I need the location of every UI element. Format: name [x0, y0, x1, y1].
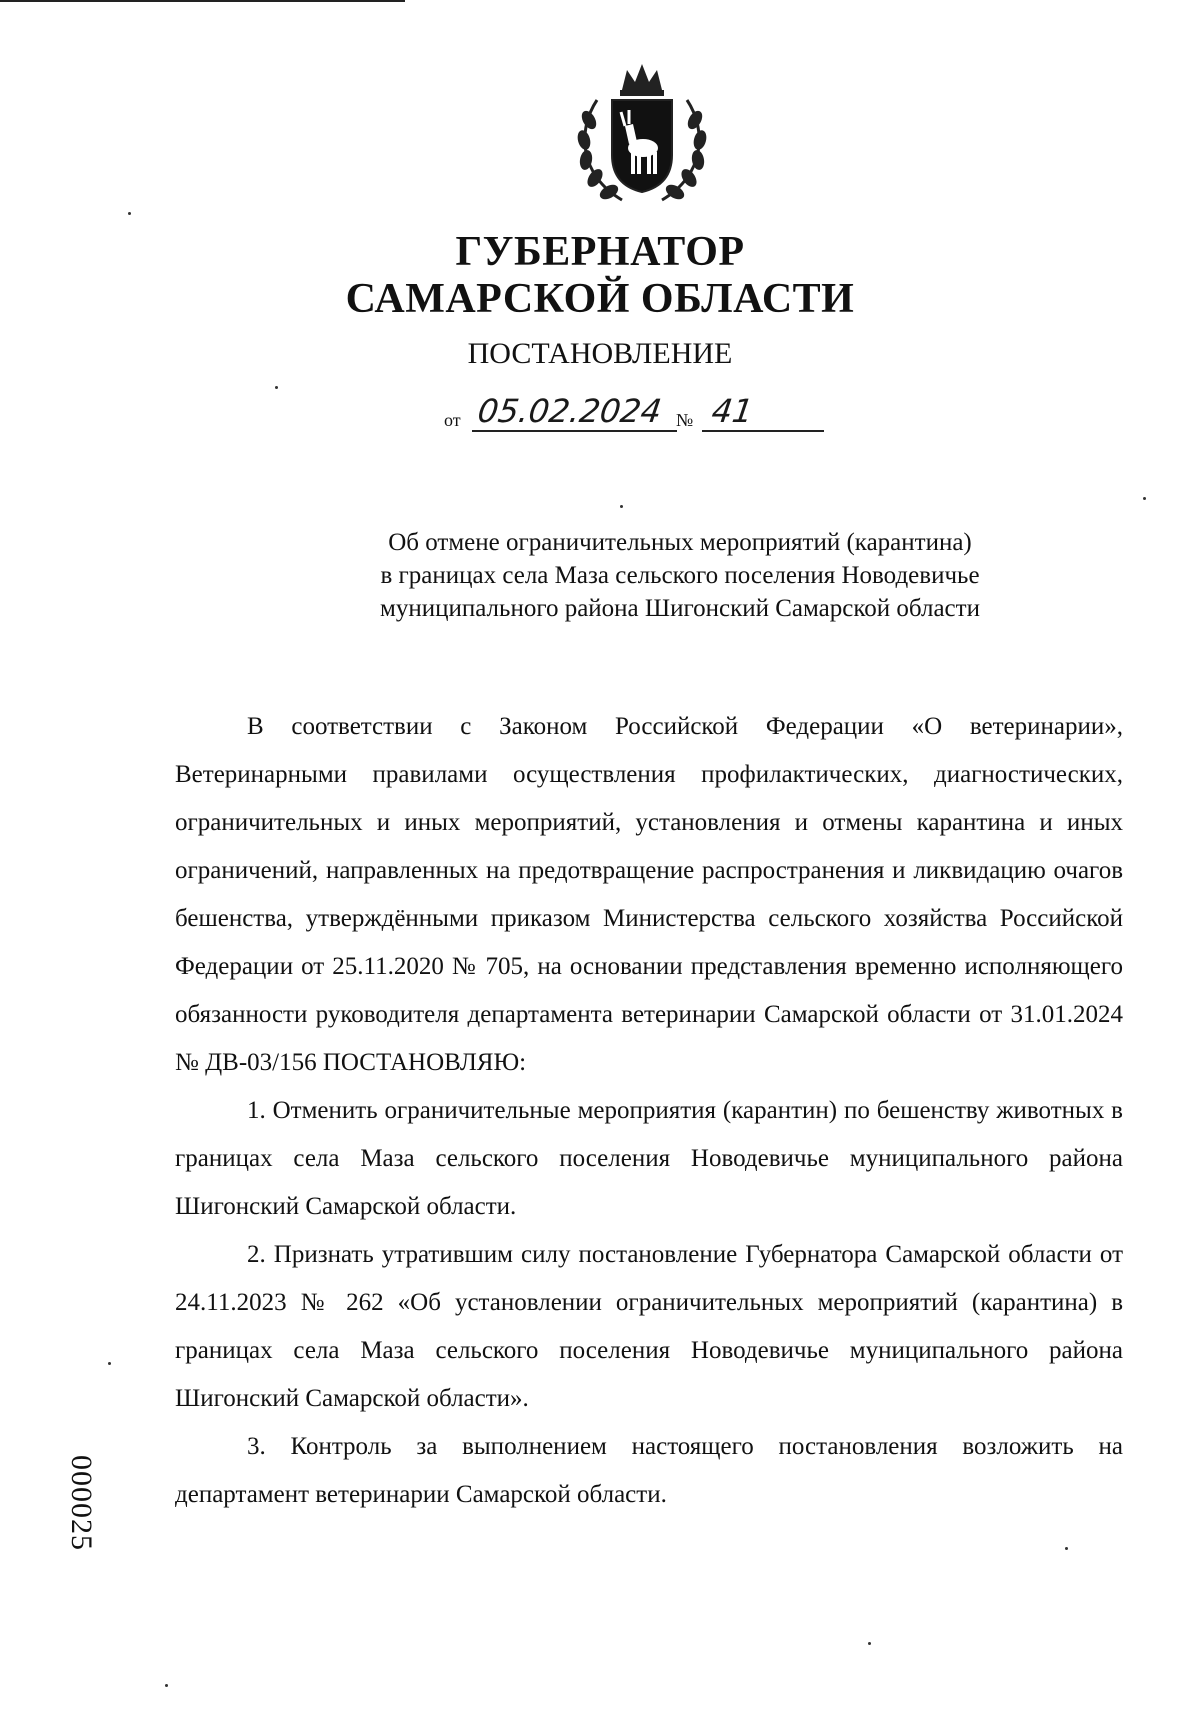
item-3-paragraph: 3. Контроль за выполнением настоящего постановления возложить на департамент ветеринарии Самарской области.: [175, 1433, 1123, 1508]
document-subject: [320, 526, 1040, 625]
preamble-paragraph: В соответствии с Законом Российской Федерации «О ветеринарии», Ветеринарными правилами осуществления профилактических, диагностических, ограничительных и иных мероприятий, установления и отмены карантина и иных ограничений, направленных на предотвращение распространения и ликвидацию очагов бешенства, утверждёнными приказом Министерства сельского хозяйства Российской Федерации от 25.11.2020 № 705, на основании представления временно исполняющего обязанности руководителя департамента ветеринарии Самарской области от 31.01.2024 № ДВ-03/156 ПОСТАНОВЛЯЮ:: [175, 713, 1123, 1076]
scan-speck: [1143, 497, 1146, 500]
handwritten-date: 05.02.2024: [475, 392, 664, 430]
item-1-paragraph: 1. Отменить ограничительные мероприятия (карантин) по бешенству животных в границах села Маза сельского поселения Новодевичье муниципального района Шигонский Самарской области.: [175, 1097, 1123, 1220]
scan-speck: [868, 1642, 871, 1645]
scan-speck: [1065, 1547, 1068, 1550]
scan-speck: [275, 386, 278, 389]
scan-edge-line: [0, 0, 405, 2]
date-underline: [472, 430, 677, 432]
scan-speck: [620, 505, 623, 508]
issuer-title-line2: САМАРСКОЙ ОБЛАСТИ: [345, 276, 855, 322]
scan-speck: [128, 212, 131, 215]
issuer-title-line1: ГУБЕРНАТОР: [455, 229, 745, 275]
document-type: ПОСТАНОВЛЕНИЕ: [467, 337, 733, 370]
document-body: [175, 703, 1123, 1519]
subject-line: в границах села Маза сельского поселения Новодевичье: [380, 562, 980, 589]
coat-of-arms-icon: [567, 60, 717, 210]
number-prefix: №: [676, 410, 694, 430]
number-underline: [702, 430, 824, 432]
side-serial-number: 000025: [65, 1455, 98, 1551]
item-2-paragraph: 2. Признать утратившим силу постановление Губернатора Самарской области от 24.11.2023 № 262 «Об установлении ограничительных мероприятий (карантина) в границах села Маза сельского поселения Новодевичье муниципального района Шигонский Самарской области».: [175, 1241, 1123, 1412]
date-number-line: [444, 392, 844, 432]
scan-speck: [165, 1684, 168, 1687]
subject-line: Об отмене ограничительных мероприятий (карантина): [388, 529, 972, 556]
handwritten-number: 41: [709, 392, 756, 430]
date-prefix: от: [444, 410, 461, 430]
scan-speck: [108, 1362, 111, 1365]
subject-line: муниципального района Шигонский Самарской области: [380, 595, 980, 622]
